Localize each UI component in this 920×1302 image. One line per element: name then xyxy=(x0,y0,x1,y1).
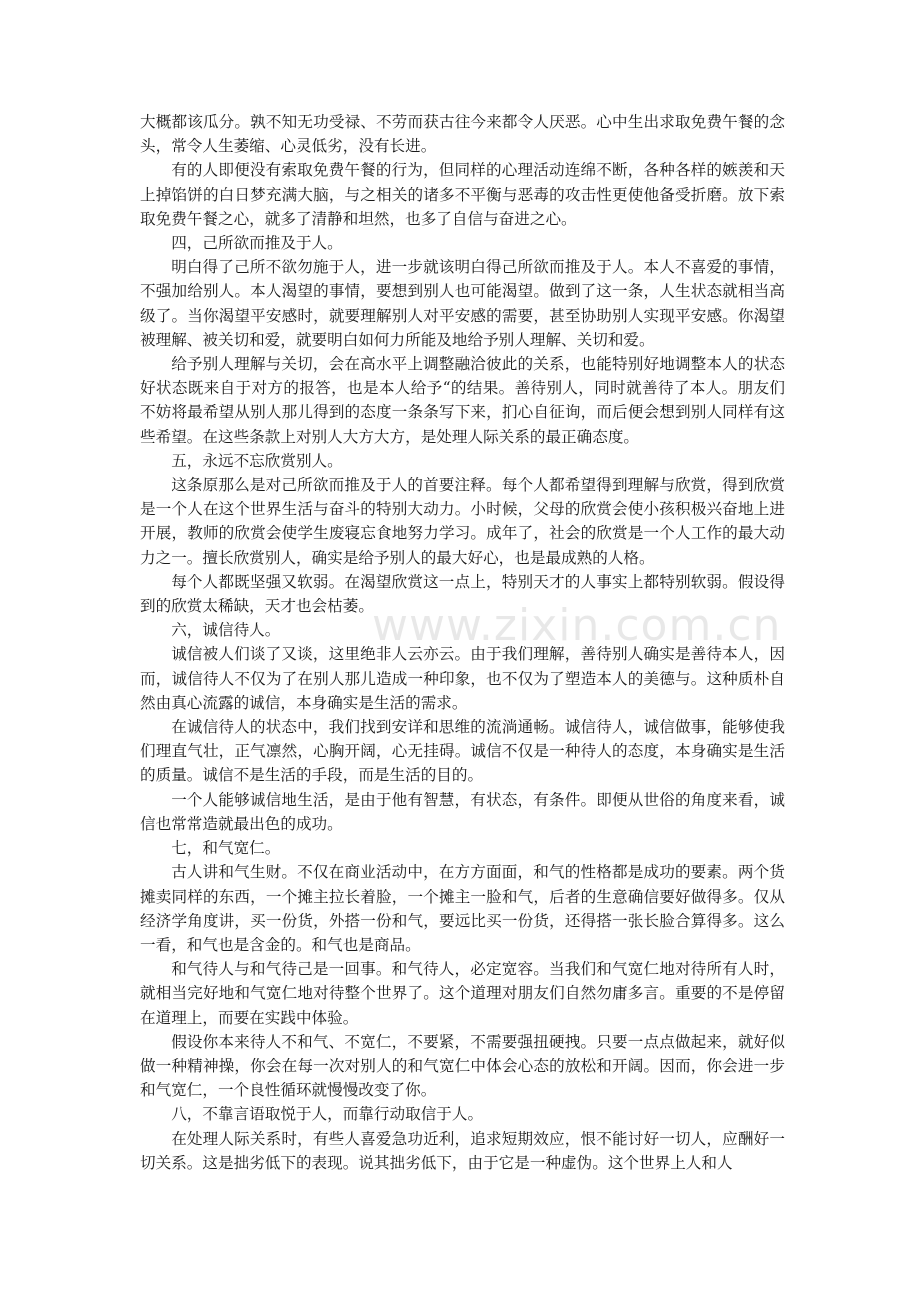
section-heading-5: 五，永远不忘欣赏别人。 xyxy=(171,451,343,470)
document-body xyxy=(140,110,785,1175)
paragraph: 有的人即便没有索取免费午餐的行为，但同样的心理活动连绵不断，各种各样的嫉羡和天上掉馅饼的白日梦充满大脑，与之相关的诸多不平衡与恶毒的攻击性更使他备受折磨。放下索取免费午餐之心，就多了清静和坦然，也多了自信与奋进之心。 xyxy=(140,161,785,228)
paragraph-continuation: 大概都该瓜分。孰不知无功受禄、不劳而获古往今来都令人厌恶。心中生出求取免费午餐的念头，常令人生萎缩、心灵低劣，没有长进。 xyxy=(140,113,785,156)
paragraph: 古人讲和气生财。不仅在商业活动中，在方方面面，和气的性格都是成功的要素。两个货摊卖同样的东西，一个摊主拉长着脸，一个摊主一脸和气，后者的生意确信要好做得多。仅从经济学角度讲，买一份货，外搭一份和气，要远比买一份货，还得搭一张长脸合算得多。这么一看，和气也是含金的。和气也是商品。 xyxy=(140,863,785,954)
paragraph: 和气待人与和气待己是一回事。和气待人，必定宽容。当我们和气宽仁地对待所有人时，就相当完好地和气宽仁地对待整个世界了。这个道理对朋友们自然勿庸多言。重要的不是停留在道理上，而要在实践中体验。 xyxy=(140,960,785,1027)
paragraph: 每个人都既坚强又软弱。在渴望欣赏这一点上，特别天才的人事实上都特别软弱。假设得到的欣赏太稀缺，天才也会枯萎。 xyxy=(140,572,785,616)
watermark: www.zixin.com.cn xyxy=(372,600,782,651)
paragraph: 诚信被人们谈了又谈，这里绝非人云亦云。由于我们理解，善待别人确实是善待本人，因而，诚信待人不仅为了在别人那儿造成一种印象，也不仅为了塑造本人的美德与。这种质朴自然由真心流露的诚信，本身确实是生活的需求。 xyxy=(140,645,785,712)
paragraph: 在处理人际关系时，有些人喜爱急功近利，追求短期效应，恨不能讨好一切人，应酬好一切关系。这是拙劣低下的表现。说其拙劣低下，由于它是一种虚伪。这个世界上人和人 xyxy=(140,1129,785,1172)
paragraph: 给予别人理解与关切，会在高水平上调整融洽彼此的关系，也能特别好地调整本人的状态好状态既来自于对方的报答，也是本人给予“的结果。善待别人，同时就善待了本人。朋友们不妨将最希望从别人那儿得到的态度一条条写下来，扪心自征询，而后便会想到别人同样有这些希望。在这些条款上对别人大方大方，是处理人际关系的最正确态度。 xyxy=(140,355,785,446)
paragraph: 假设你本来待人不和气、不宽仁，不要紧，不需要强扭硬拽。只要一点点做起来，就好似做一种精神操，你会在每一次对别人的和气宽仁中体会心态的放松和开阔。因而，你会进一步和气宽仁，一个良性循环就慢慢改变了你。 xyxy=(140,1032,785,1100)
section-heading-8: 八，不靠言语取悦于人，而靠行动取信于人。 xyxy=(171,1105,484,1124)
paragraph: 明白得了己所不欲勿施于人，进一步就该明白得己所欲而推及于人。本人不喜爱的事情，不强加给别人。本人渴望的事情，要想到别人也可能渴望。做到了这一条，人生状态就相当高级了。当你渴望平安感时，就要理解别人对平安感的需要，甚至协助别人实现平安感。你渴望被理解、被关切和爱，就要明白如何力所能及地给予别人理解、关切和爱。 xyxy=(140,258,785,349)
paragraph: 一个人能够诚信地生活，是由于他有智慧，有状态，有条件。即便从世俗的角度来看，诚信也常常造就最出色的成功。 xyxy=(140,790,785,833)
paragraph: 在诚信待人的状态中，我们找到安详和思维的流淌通畅。诚信待人，诚信做事，能够使我们理直气壮，正气凛然，心胸开阔，心无挂碍。诚信不仅是一种待人的态度，本身确实是生活的质量。诚信不是生活的手段，而是生活的目的。 xyxy=(140,718,785,785)
section-heading-7: 七，和气宽仁。 xyxy=(171,839,281,858)
section-heading-4: 四，己所欲而推及于人。 xyxy=(171,234,343,253)
section-heading-6: 六，诚信待人。 xyxy=(171,621,281,640)
paragraph: 这条原那么是对己所欲而推及于人的首要注释。每个人都希望得到理解与欣赏，得到欣赏是一个人在这个世界生活与奋斗的特别大动力。小时候，父母的欣赏会使小孩积极兴奋地上进开展，教师的欣赏会使学生废寝忘食地努力学习。成年了，社会的欣赏是一个人工作的最大动力之一。擅长欣赏别人，确实是给予别人的最大好心，也是最成熟的人格。 xyxy=(140,476,785,567)
